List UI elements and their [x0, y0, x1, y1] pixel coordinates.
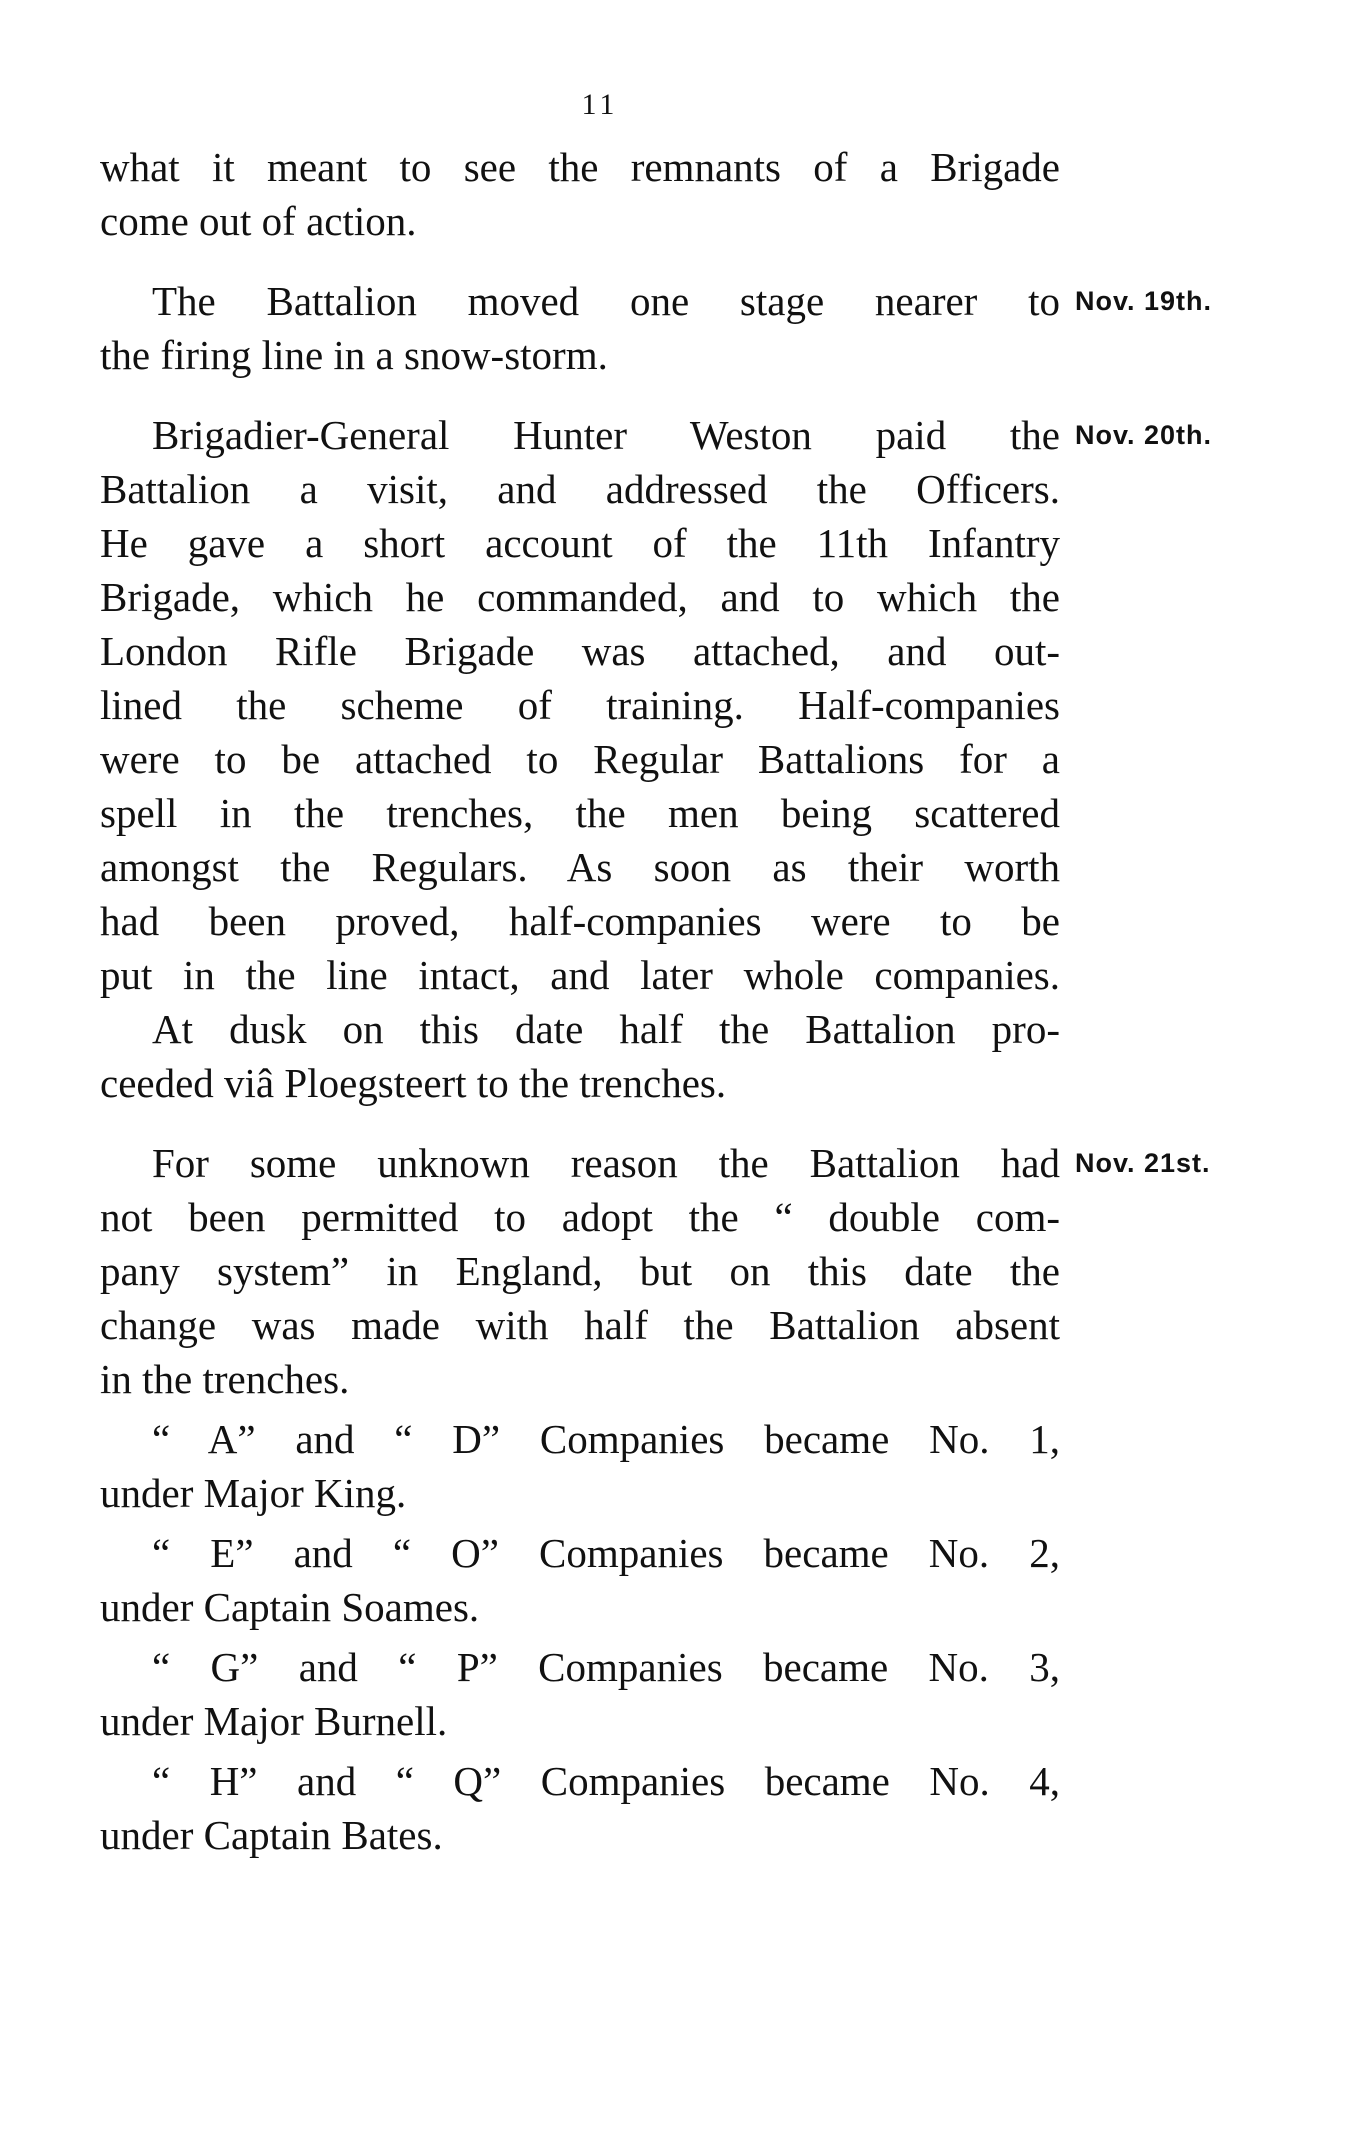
- text-column: [100, 140, 1213, 1862]
- text-line: the firing line in a snow-storm.: [100, 332, 608, 378]
- paragraph-nov-19: [100, 274, 1213, 382]
- margin-date-nov-19: Nov. 19th.: [1075, 286, 1213, 316]
- paragraph-company-1: [100, 1412, 1060, 1520]
- text-line: The Battalion moved one stage nearer to: [152, 278, 1060, 324]
- text-line: At dusk on this date half the Battalion pro-: [152, 1006, 1060, 1052]
- text-line: “ G” and “ P” Companies became No. 3,: [152, 1644, 1060, 1690]
- text-line: spell in the trenches, the men being scattered: [100, 790, 1060, 836]
- text-line: not been permitted to adopt the “ double com-: [100, 1194, 1060, 1240]
- paragraph-nov-21: [100, 1136, 1211, 1406]
- text-line: He gave a short account of the 11th Infantry: [100, 520, 1060, 566]
- text-line: under Major King.: [100, 1470, 407, 1516]
- text-line: under Major Burnell.: [100, 1698, 448, 1744]
- text-line: under Captain Soames.: [100, 1584, 480, 1630]
- text-line: under Captain Bates.: [100, 1812, 443, 1858]
- text-line: put in the line intact, and later whole companies.: [100, 952, 1060, 998]
- text-line: come out of action.: [100, 198, 417, 244]
- margin-date-nov-21: Nov. 21st.: [1075, 1148, 1211, 1178]
- text-line: London Rifle Brigade was attached, and out-: [100, 628, 1060, 674]
- text-line: “ E” and “ O” Companies became No. 2,: [152, 1530, 1060, 1576]
- paragraph-continuation: [100, 140, 1060, 248]
- text-line: Battalion a visit, and addressed the Officers.: [100, 466, 1060, 512]
- text-line: amongst the Regulars. As soon as their worth: [100, 844, 1060, 890]
- text-line: For some unknown reason the Battalion had: [152, 1140, 1060, 1186]
- paragraph-dusk: [100, 1002, 1060, 1110]
- paragraph-company-3: [100, 1640, 1060, 1748]
- text-line: had been proved, half-companies were to be: [100, 898, 1060, 944]
- paragraph-nov-20: [100, 408, 1213, 1002]
- text-line: what it meant to see the remnants of a Brigade: [100, 144, 1060, 190]
- text-line: were to be attached to Regular Battalions for a: [100, 736, 1060, 782]
- page-number: 11: [581, 88, 619, 121]
- text-line: pany system” in England, but on this date the: [100, 1248, 1060, 1294]
- paragraph-company-4: [100, 1754, 1060, 1862]
- margin-date-nov-20: Nov. 20th.: [1075, 420, 1213, 450]
- text-line: “ H” and “ Q” Companies became No. 4,: [152, 1758, 1060, 1804]
- text-line: lined the scheme of training. Half-companies: [100, 682, 1060, 728]
- text-line: “ A” and “ D” Companies became No. 1,: [152, 1416, 1060, 1462]
- text-line: change was made with half the Battalion absent: [100, 1302, 1060, 1348]
- text-line: ceeded viâ Ploegsteert to the trenches.: [100, 1060, 727, 1106]
- paragraph-company-2: [100, 1526, 1060, 1634]
- text-line: in the trenches.: [100, 1356, 350, 1402]
- text-line: Brigade, which he commanded, and to which the: [100, 574, 1060, 620]
- text-line: Brigadier-General Hunter Weston paid the: [152, 412, 1060, 458]
